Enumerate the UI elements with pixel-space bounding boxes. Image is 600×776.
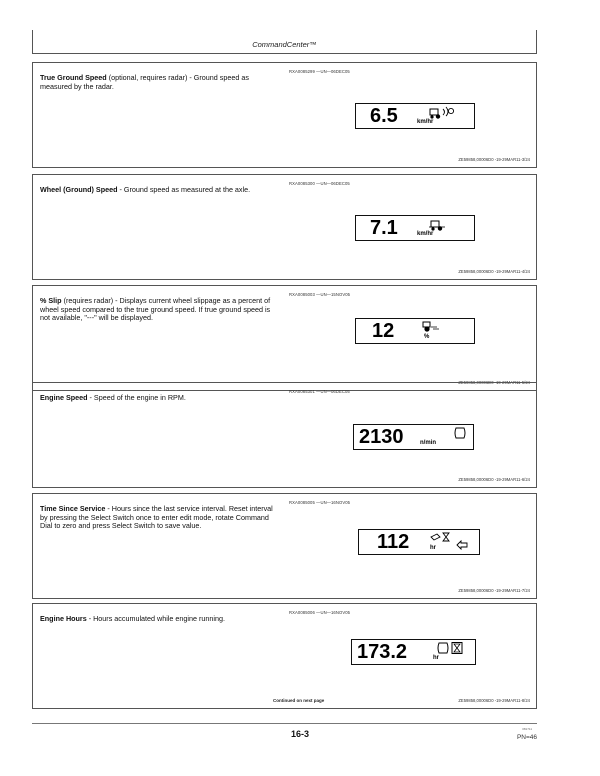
display-value: 12 bbox=[372, 320, 395, 342]
display-unit: hr bbox=[430, 545, 436, 551]
display-readout bbox=[351, 639, 476, 665]
footer-small-code: 081711 bbox=[522, 727, 532, 731]
display-value: 112 bbox=[377, 531, 410, 553]
section-title: Time Since Service bbox=[40, 504, 106, 513]
pn-number: PN=46 bbox=[516, 734, 537, 741]
continued-note: Continued on next page bbox=[273, 698, 325, 703]
display-value: 2130 bbox=[359, 426, 404, 448]
figure-reference: RXA0085301 —UN—06DEC05 bbox=[289, 389, 350, 394]
service-wrench-hourglass-icon bbox=[429, 531, 471, 553]
figure-reference: RXA0085299 —UN—06DEC05 bbox=[289, 69, 350, 74]
display-unit: hr bbox=[433, 655, 439, 661]
figure-reference: RXA0085300 —UN—06DEC05 bbox=[289, 181, 350, 186]
display-value: 173.2 bbox=[357, 641, 408, 663]
display-unit: km/hr bbox=[417, 231, 434, 237]
display-readout bbox=[355, 103, 475, 129]
tractor-radar-icon bbox=[428, 106, 462, 119]
section-engine-hours bbox=[32, 603, 537, 709]
section-description: True Ground Speed (optional, requires radar) - Ground speed as measured by the radar. bbox=[40, 73, 249, 91]
section-description: Engine Speed - Speed of the engine in RPM. bbox=[40, 393, 186, 402]
display-unit: km/hr bbox=[417, 119, 434, 125]
section-true-ground-speed bbox=[32, 62, 537, 168]
display-readout bbox=[355, 318, 475, 344]
wheel-slip-icon bbox=[420, 321, 442, 334]
section-title: % Slip bbox=[40, 296, 62, 305]
display-readout bbox=[355, 215, 475, 241]
figure-reference: RXA0085005 —UN—16NOV05 bbox=[289, 500, 351, 505]
tractor-icon bbox=[428, 218, 448, 231]
display-readout bbox=[358, 529, 480, 555]
page-number: 16-3 bbox=[290, 729, 309, 739]
section-title: Wheel (Ground) Speed bbox=[40, 185, 118, 194]
running-header bbox=[32, 30, 537, 54]
section-title: True Ground Speed bbox=[40, 73, 107, 82]
footer-rule bbox=[32, 723, 537, 724]
display-value: 6.5 bbox=[370, 105, 398, 127]
document-code: ZE59858,00006D0 -19-29MAR11-5/24 bbox=[458, 380, 530, 385]
engine-hourglass-icon bbox=[436, 641, 466, 655]
section-title: Engine Speed bbox=[40, 393, 88, 402]
display-unit: % bbox=[424, 334, 430, 340]
section-title: Engine Hours bbox=[40, 614, 87, 623]
section-wheel-ground-speed bbox=[32, 174, 537, 280]
section-time-since-service bbox=[32, 493, 537, 599]
section-description: Time Since Service - Hours since the last service interval. Reset interval by pressing the Select Switch once to enter edit mode, rotate Command Dial to zero and press Select Switch to save value. bbox=[40, 504, 273, 531]
section-description: % Slip (requires radar) - Displays current wheel slippage as a percent of wheel speed compared to the true ground speed. If true ground speed is not available, "---" will be displayed. bbox=[40, 296, 271, 323]
display-readout bbox=[353, 424, 474, 450]
section-description: Engine Hours - Hours accumulated while engine running. bbox=[40, 614, 225, 623]
engine-icon bbox=[453, 426, 467, 440]
document-code: ZE59858,00006D0 -19-29MAR11-4/24 bbox=[458, 269, 530, 274]
figure-reference: RXA0085003 —UN—15NOV05 bbox=[289, 292, 351, 297]
document-code: ZE59858,00006D0 -19-29MAR11-6/24 bbox=[458, 477, 530, 482]
display-unit: n/min bbox=[420, 440, 436, 446]
document-code: ZE59858,00006D0 -19-29MAR11-7/24 bbox=[458, 588, 530, 593]
section-percent-slip bbox=[32, 285, 537, 391]
section-engine-speed bbox=[32, 382, 537, 488]
document-code: ZE59858,00006D0 -19-29MAR11-8/24 bbox=[458, 698, 530, 703]
figure-reference: RXA0085006 —UN—16NOV05 bbox=[289, 610, 351, 615]
section-description: Wheel (Ground) Speed - Ground speed as measured at the axle. bbox=[40, 185, 251, 194]
document-code: ZE59858,00006D0 -19-29MAR11-3/24 bbox=[458, 157, 530, 162]
display-value: 7.1 bbox=[370, 217, 398, 239]
header-title: CommandCenter™ bbox=[252, 40, 317, 49]
